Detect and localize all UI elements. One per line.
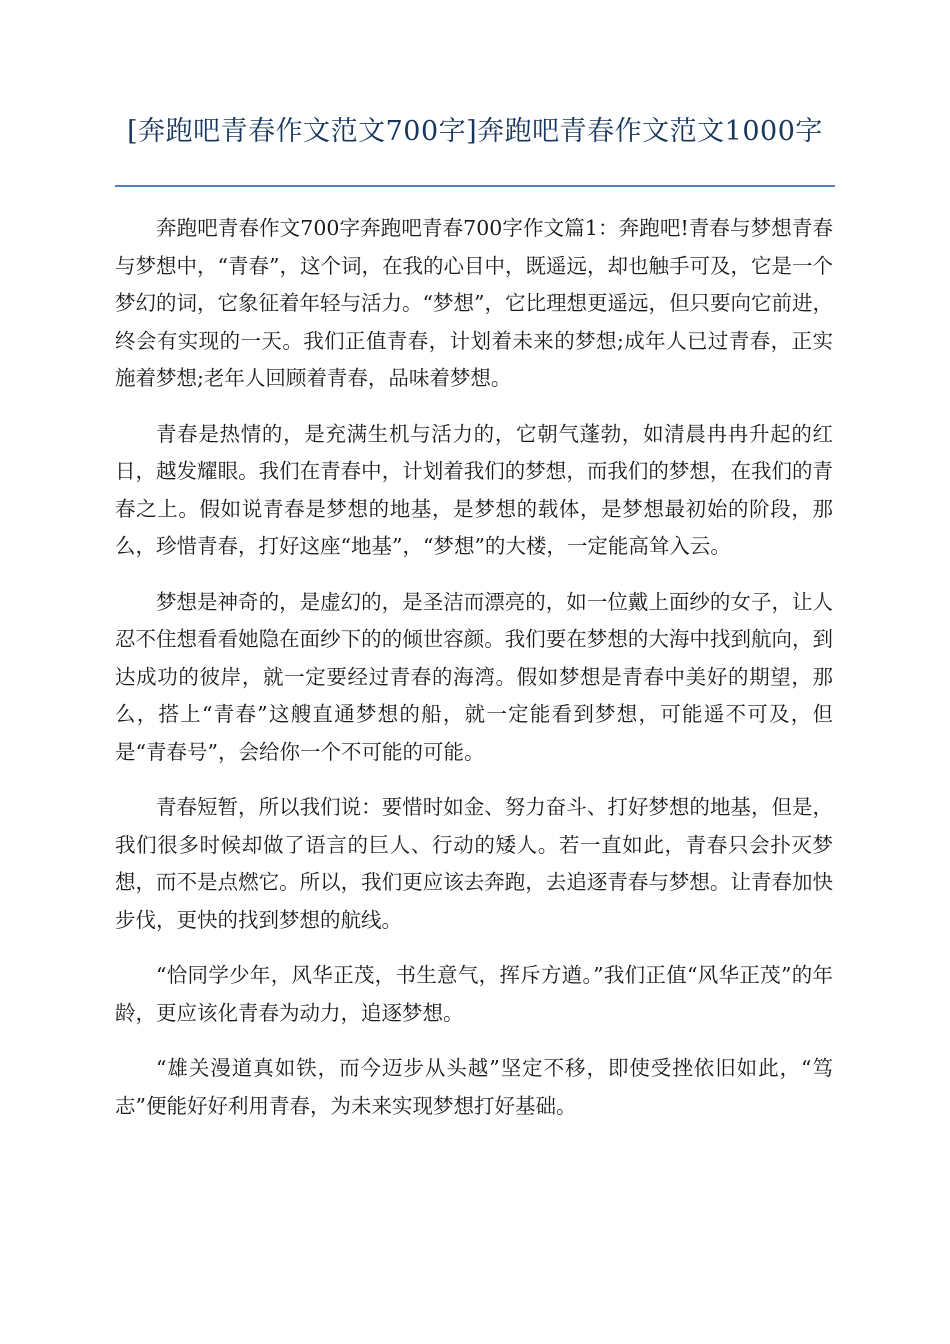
- document-body: [115, 210, 833, 1143]
- paragraph-1: 奔跑吧青春作文700字奔跑吧青春700字作文篇1：奔跑吧!青春与梦想青春与梦想中，“青春”，这个词，在我的心目中，既遥远，却也触手可及，它是一个梦幻的词，它象征着年轻与活力。“梦想”，它比理想更遥远，但只要向它前进，终会有实现的一天。我们正值青春，计划着未来的梦想;成年人已过青春，正实施着梦想;老年人回顾着青春，品味着梦想。: [115, 216, 833, 390]
- paragraph-2: 青春是热情的，是充满生机与活力的，它朝气蓬勃，如清晨冉冉升起的红日，越发耀眼。我们在青春中，计划着我们的梦想，而我们的梦想，在我们的青春之上。假如说青春是梦想的地基，是梦想的载体，是梦想最初始的阶段，那么，珍惜青春，打好这座“地基”，“梦想”的大楼，一定能高耸入云。: [115, 421, 833, 558]
- paragraph-6: “雄关漫道真如铁，而今迈步从头越”坚定不移，即使受挫依旧如此，“笃志”便能好好利用青春，为未来实现梦想打好基础。: [115, 1056, 833, 1118]
- title-underline: [115, 185, 835, 187]
- paragraph-4: 青春短暂，所以我们说：要惜时如金、努力奋斗、打好梦想的地基，但是，我们很多时候却做了语言的巨人、行动的矮人。若一直如此，青春只会扑灭梦想，而不是点燃它。所以，我们更应该去奔跑，去追逐青春与梦想。让青春加快步伐，更快的找到梦想的航线。: [115, 795, 833, 932]
- paragraph-5: “恰同学少年，风华正茂，书生意气，挥斥方遒。”我们正值“风华正茂”的年龄，更应该化青春为动力，追逐梦想。: [115, 963, 833, 1025]
- document-title: [奔跑吧青春作文范文700字]奔跑吧青春作文范文1000字: [127, 116, 823, 147]
- paragraph-3: 梦想是神奇的，是虚幻的，是圣洁而漂亮的，如一位戴上面纱的女子，让人忍不住想看看她隐在面纱下的的倾世容颜。我们要在梦想的大海中找到航向，到达成功的彼岸，就一定要经过青春的海湾。假如梦想是青春中美好的期望，那么，搭上“青春”这艘直通梦想的船，就一定能看到梦想，可能遥不可及，但是“青春号”，会给你一个不可能的可能。: [115, 589, 833, 764]
